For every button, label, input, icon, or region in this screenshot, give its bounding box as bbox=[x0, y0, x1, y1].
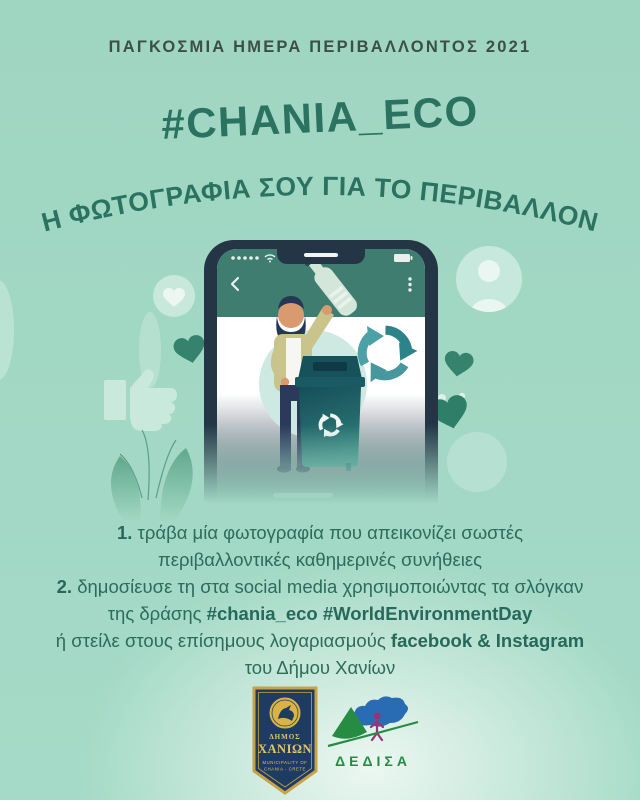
footer-logos bbox=[0, 684, 640, 800]
like-bubble-icon bbox=[153, 275, 195, 317]
phone-illustration bbox=[204, 240, 438, 512]
event-title: ΠΑΓΚΟΣΜΙΑ ΗΜΕΡΑ ΠΕΡΙΒΑΛΛΟΝΤΟΣ 2021 bbox=[108, 38, 532, 56]
leaf-decoration-icon bbox=[111, 430, 193, 522]
kebab-menu-icon bbox=[408, 277, 411, 291]
recycle-symbol-icon bbox=[362, 326, 420, 386]
instruction-line: του Δήμου Χανίων bbox=[244, 657, 396, 678]
phone-frame bbox=[204, 240, 438, 512]
step-number: 2. bbox=[56, 576, 73, 597]
instruction-line: 2. δημοσίευσε τη στα social media χρησιμοποιώντας τα σλόγκαν bbox=[56, 576, 584, 597]
instructions bbox=[20, 519, 620, 681]
dedisa-logo-name: ΔΕΔΙΣΑ bbox=[335, 753, 411, 769]
screen-art bbox=[217, 249, 425, 512]
dedisa-island-shape bbox=[353, 696, 408, 726]
light-circle bbox=[447, 432, 507, 492]
battery-icon bbox=[394, 254, 413, 262]
thumbs-up-icon bbox=[104, 369, 177, 431]
municipality-of-chania-logo bbox=[252, 686, 318, 801]
avatar-icon bbox=[456, 246, 522, 312]
campaign-hashtag-title: #CHANIA_ECO bbox=[160, 87, 480, 148]
heart-icon bbox=[172, 334, 208, 367]
speaker-slot bbox=[304, 253, 338, 257]
instruction-line: περιβαλλοντικές καθημερινές συνήθειες bbox=[158, 549, 482, 570]
recycle-bin bbox=[295, 356, 365, 471]
instruction-line: ή στείλε στους επίσημους λογαριασμούς facebook & Instagram bbox=[55, 630, 585, 651]
step-number: 1. bbox=[116, 522, 133, 543]
instruction-line: της δράσης #chania_eco #WorldEnvironmentDay bbox=[107, 603, 533, 624]
left-edge-blob bbox=[0, 280, 14, 380]
chania-logo-line1: ΔΗΜΟΣ bbox=[269, 733, 301, 741]
phone-notch bbox=[277, 249, 365, 264]
chania-logo-line2: ΧΑΝΙΩΝ bbox=[258, 742, 312, 756]
social-accounts: facebook & Instagram bbox=[390, 630, 585, 651]
heart-icon bbox=[443, 350, 475, 378]
chania-logo-line4: CHANIA - CRETE bbox=[264, 766, 306, 772]
phone-screen bbox=[217, 249, 425, 512]
campaign-hashtags: #chania_eco #WorldEnvironmentDay bbox=[206, 603, 533, 624]
instruction-line: 1. τράβα μία φωτογραφία που απεικονίζει σωστές bbox=[116, 522, 524, 543]
subtitle-text: Η ΦΩΤΟΓΡΑΦΙΑ ΣΟΥ ΓΙΑ ΤΟ ΠΕΡΙΒΑΛΛΟΝ bbox=[38, 170, 602, 238]
dedisa-logo bbox=[326, 690, 420, 781]
chania-logo-line3: MUNICIPALITY OF bbox=[262, 760, 308, 765]
screen-footer-bar bbox=[273, 493, 333, 498]
